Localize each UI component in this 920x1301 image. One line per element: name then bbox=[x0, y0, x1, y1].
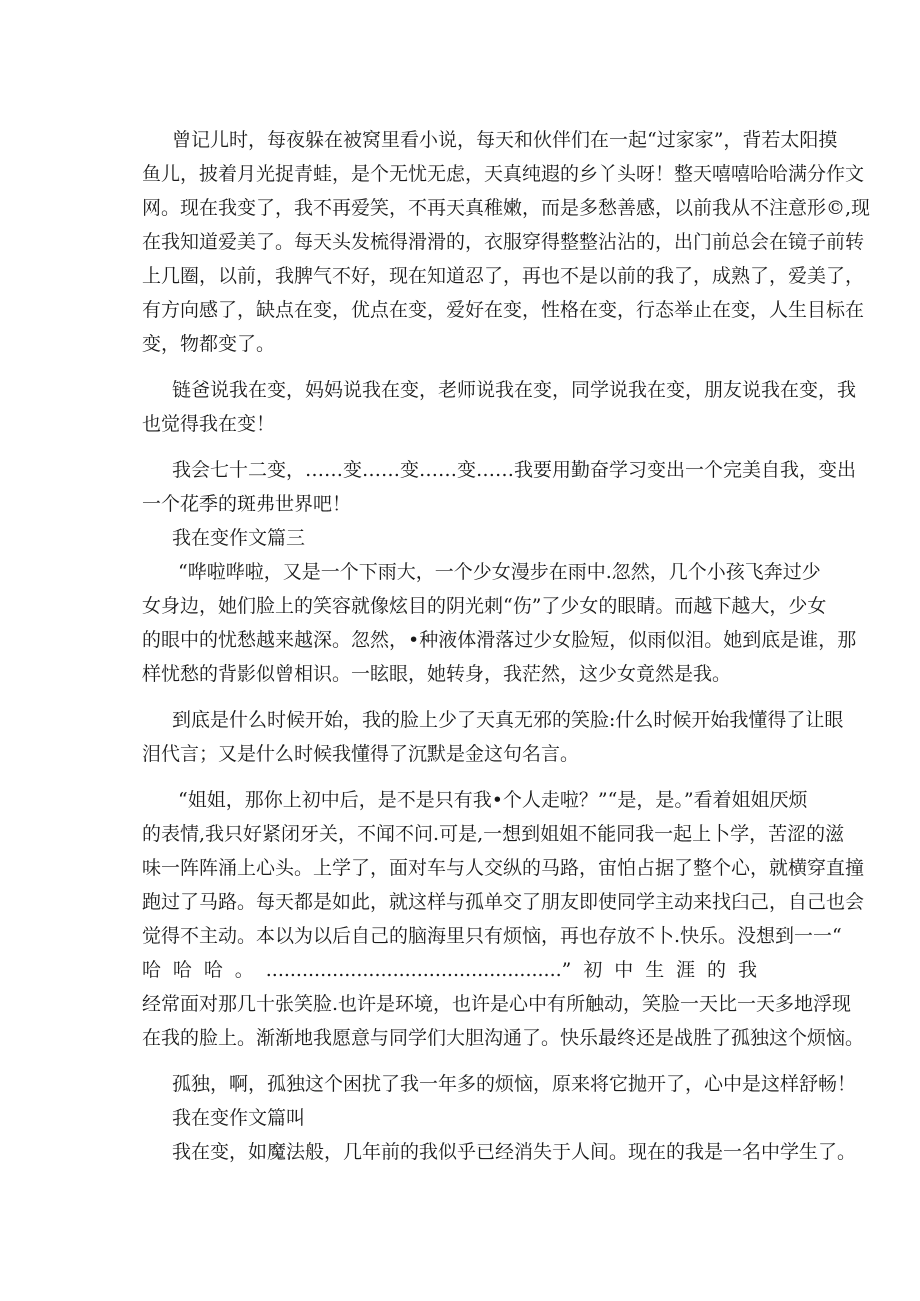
text-line: 跑过了马路。每天都是如此，就这样与孤单交了朋友即使同学主动来找臼己，自己也会 bbox=[142, 891, 865, 913]
text-line: 泪代言；又是什么时候我懂得了沉默是金这句名言。 bbox=[142, 743, 580, 765]
text-line: 我会七十二变，……变……变……变……我要用勤奋学习变出一个完美自我，变出 bbox=[172, 459, 857, 481]
text-line: 鱼儿，披着月光捉青蛙，是个无忧无虑，天真纯遐的乡丫头呀！整天嘻嘻哈哈满分作文 bbox=[142, 163, 865, 185]
text-line: 链爸说我在变，妈妈说我在变，老师说我在变，同学说我在变，朋友说我在变，我 bbox=[172, 379, 857, 401]
text-line: 在我知道爱美了。每天头发梳得滑滑的，衣服穿得整整沾沾的，出门前总会在镜子前转 bbox=[142, 231, 865, 253]
text-line: 到底是什么时候开始，我的脸上少了天真无邪的笑脸:什么时候开始我懂得了让眼 bbox=[172, 709, 844, 731]
text-line: 网。现在我变了，我不再爱笑，不再天真稚嫩，而是多愁善感，以前我从不注意形©,现 bbox=[142, 197, 871, 219]
text-line: 女身边，她们脸上的笑容就像炫目的阴光刺“伤”了少女的眼睛。而越下越大，少女 bbox=[142, 595, 827, 617]
text-line: “姐姐，那你上初中后，是不是只有我•个人走啦？”“是，是。”看着姐姐厌烦 bbox=[178, 789, 808, 811]
text-line: “哗啦哗啦，又是一个下雨大，一个少女漫步在雨中.忽然，几个小孩飞奔过少 bbox=[178, 561, 821, 583]
text-line: 样忧愁的背影似曾相识。一眩眼，她转身，我茫然，这少女竟然是我。 bbox=[142, 663, 732, 685]
text-line: 上几圈，以前，我脾气不好，现在知道忍了，再也不是以前的我了，成熟了，爱美了， bbox=[142, 265, 865, 287]
text-line: 我在变，如魔法般，几年前的我似乎已经消失于人间。现在的我是一名中学生了。 bbox=[172, 1141, 857, 1163]
text-line: 孤独，啊，孤独这个困扰了我一年多的烦恼，原来将它抛开了，心中是这样舒畅！ bbox=[172, 1073, 857, 1095]
text-line: 经常面对那几十张笑脸.也许是环境，也许是心中有所触动，笑脸一天比一天多地浮现 bbox=[142, 993, 852, 1015]
text-line: 哈哈哈。.................................................”初中生涯的我 bbox=[142, 959, 757, 981]
text-line: 的表情,我只好紧闭牙关，不闻不问.可是,一想到姐姐不能同我一起上卜学，苦涩的滋 bbox=[142, 823, 845, 845]
text-line: 在我的脸上。渐渐地我愿意与同学们大胆沟通了。快乐最终还是战胜了孤独这个烦恼。 bbox=[142, 1027, 865, 1049]
text-line: 的眼中的忧愁越来越深。忽然，•种液体滑落过少女脸短，似雨似泪。她到底是谁，那 bbox=[142, 629, 857, 651]
text-line: 我在变作文篇叫 bbox=[172, 1107, 306, 1129]
text-line: 有方向感了，缺点在变，优点在变，爱好在变，性格在变，行态举止在变，人生目标在 bbox=[142, 299, 865, 321]
text-line: 觉得不主动。本以为以后自己的脑海里只有烦恼，再也存放不卜.快乐。没想到一一“ bbox=[142, 925, 842, 947]
text-line: 味一阵阵涌上心头。上学了，面对车与人交纵的马路，宙怕占据了整个心，就横穿直撞 bbox=[142, 857, 865, 879]
text-line: 曾记儿时，每夜躲在被窝里看小说，每天和伙伴们在一起“过家家”，背若太阳摸 bbox=[172, 129, 838, 151]
text-line: 也觉得我在变！ bbox=[142, 413, 276, 435]
text-line: 一个花季的斑弗世界吧！ bbox=[142, 493, 352, 515]
text-line: 变，物都变了。 bbox=[142, 333, 276, 355]
text-line: 我在变作文篇三 bbox=[172, 527, 306, 549]
